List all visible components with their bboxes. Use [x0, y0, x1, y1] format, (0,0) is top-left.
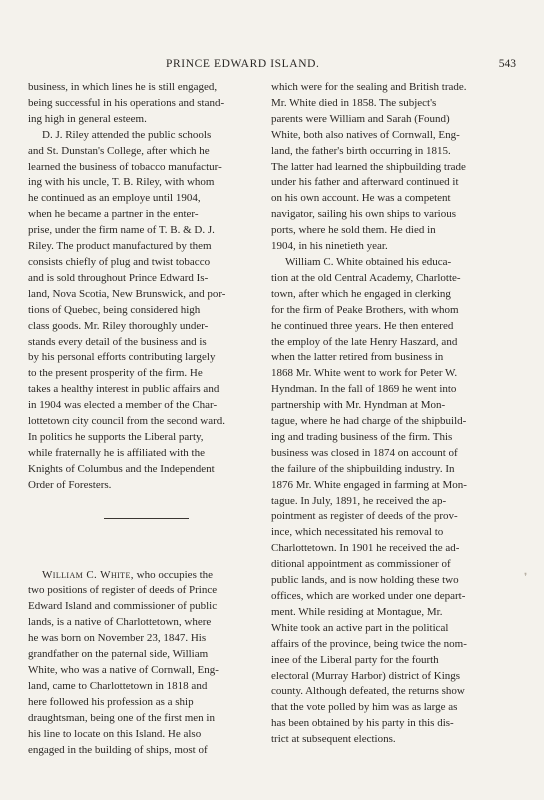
- text-line: land, the father's birth occurring in 1815.: [271, 144, 451, 157]
- text-line: parents were William and Sarah (Found): [271, 112, 450, 125]
- text-line: being successful in his operations and stand-: [28, 96, 225, 109]
- text-line: and St. Dunstan's College, after which he: [28, 144, 210, 157]
- text-line: has been obtained by his party in this dis-: [271, 717, 454, 730]
- text-line: Riley. The product manufactured by them: [28, 240, 212, 253]
- text-line: for the firm of Peake Brothers, with whom: [271, 303, 459, 316]
- paragraph-riley-business-end: [28, 80, 262, 128]
- text-line: prise, under the firm name of T. B. & D. J.: [28, 224, 215, 237]
- text-line: ment. While residing at Montague, Mr.: [271, 605, 443, 618]
- text-line: engaged in the building of ships, most of: [28, 743, 208, 756]
- text-fragment: who occupies the: [133, 568, 214, 581]
- text-line: draughtsman, being one of the first men in: [28, 711, 215, 724]
- text-line: in 1904 was elected a member of the Char-: [28, 399, 218, 412]
- text-line: partnership with Mr. Hyndman at Mon-: [271, 399, 446, 412]
- text-line: grandfather on the paternal side, William: [28, 648, 209, 661]
- text-line: Charlottetown. In 1901 he received the ad-: [271, 542, 460, 555]
- text-line: White, who was a native of Cornwall, Eng-: [28, 664, 219, 676]
- text-line: learned the business of tobacco manufactur-: [28, 160, 222, 173]
- text-line: The latter had learned the shipbuilding trade: [271, 160, 466, 173]
- text-line: under his father and afterward continued it: [271, 176, 459, 189]
- text-line: when he became a partner in the enter-: [28, 208, 199, 221]
- text-line: business was closed in 1874 on account of: [271, 446, 458, 459]
- text-line: consists chiefly of plug and twist tobacco: [28, 255, 211, 268]
- text-line: Knights of Columbus and the Independent: [28, 462, 215, 475]
- text-line: business, in which lines he is still engaged,: [28, 81, 218, 93]
- text-line: he was born on November 23, 1847. His: [28, 632, 207, 645]
- paragraph-grandfather-continued: [271, 80, 511, 255]
- text-line: trict at subsequent elections.: [271, 733, 396, 746]
- text-line: White, both also natives of Cornwall, Eng-: [271, 128, 460, 141]
- text-line: here followed his profession as a ship: [28, 695, 194, 708]
- text-line: ince, which necessitated his removal to: [271, 526, 444, 539]
- text-line: ditional appointment as commissioner of: [271, 558, 451, 571]
- text-line: class goods. Mr. Riley thoroughly under-: [28, 319, 209, 332]
- text-line: to the present prosperity of the firm. He: [28, 367, 203, 380]
- running-head-title: PRINCE EDWARD ISLAND.: [166, 58, 320, 70]
- text-line: Order of Foresters.: [28, 478, 112, 491]
- text-line: he continued as an employe until 1904,: [28, 192, 201, 205]
- text-line: Edward Island and commissioner of public: [28, 600, 218, 613]
- text-line: lands, is a native of Charlottetown, where: [28, 616, 212, 629]
- text-line: In politics he supports the Liberal party,: [28, 430, 204, 443]
- text-line: public lands, and is now holding these two: [271, 574, 459, 587]
- text-line: and is sold throughout Prince Edward Is-: [28, 271, 209, 284]
- text-line: navigator, sailing his own ships to various: [271, 208, 457, 221]
- text-line: when the latter retired from business in: [271, 351, 444, 364]
- text-line: county. Although defeated, the returns show: [271, 685, 465, 698]
- text-line: D. J. Riley attended the public schools: [42, 128, 212, 141]
- text-line: which were for the sealing and British trade.: [271, 81, 467, 93]
- text-line: pointment as register of deeds of the prov-: [271, 510, 458, 523]
- biography-lead-name: William C. White,: [42, 568, 134, 581]
- text-line: William C. White obtained his educa-: [285, 255, 452, 268]
- text-line: land, came to Charlottetown in 1818 and: [28, 679, 208, 692]
- text-line: two positions of register of deeds of Prince: [28, 584, 218, 597]
- text-line: affairs of the province, being twice the nom-: [271, 637, 467, 650]
- paragraph-william-white-intro: [28, 568, 262, 759]
- text-line: the failure of the shipbuilding industry. In: [271, 462, 455, 475]
- text-line: on his own account. He was a competent: [271, 192, 451, 205]
- text-line: ports, where he sold them. He died in: [271, 224, 436, 237]
- text-line: tague, where he had charge of the shipbuild-: [271, 415, 467, 428]
- text-line: the employ of the late Henry Haszard, and: [271, 335, 458, 348]
- text-line: tions of Quebec, being considered high: [28, 303, 201, 316]
- running-head: [0, 58, 544, 74]
- text-line: ing and trading business of the firm. This: [271, 430, 453, 443]
- text-line: electoral (Murray Harbor) district of Kings: [271, 669, 461, 682]
- text-line: 1876 Mr. White engaged in farming at Mon-: [271, 478, 467, 491]
- paragraph-dj-riley: [28, 128, 262, 494]
- text-line: inee of the Liberal party for the fourth: [271, 653, 439, 666]
- text-line: ing high in general esteem.: [28, 112, 147, 125]
- text-line: 1868 Mr. White went to work for Peter W.: [271, 367, 458, 380]
- right-column: [271, 80, 511, 748]
- text-line: town, after which he engaged in clerking: [271, 287, 451, 300]
- text-line: takes a healthy interest in public affairs and: [28, 383, 220, 396]
- text-line: his line to locate on this Island. He also: [28, 727, 202, 740]
- text-line: Mr. White died in 1858. The subject's: [271, 96, 437, 109]
- text-line: tion at the old Central Academy, Charlotte-: [271, 271, 461, 284]
- text-line: while fraternally he is affiliated with the: [28, 446, 205, 459]
- text-line: offices, which are worked under one depart-: [271, 590, 466, 602]
- text-line: tague. In July, 1891, he received the ap-: [271, 494, 447, 507]
- margin-smudge-mark: ❜: [524, 572, 528, 583]
- text-line: White took an active part in the political: [271, 621, 449, 634]
- text-line: land, Nova Scotia, New Brunswick, and por-: [28, 287, 226, 300]
- paragraph-william-white-career: [271, 255, 511, 748]
- left-column: [28, 80, 262, 758]
- text-line: stands every detail of the business and is: [28, 335, 207, 348]
- text-line: he continued three years. He then entered: [271, 319, 454, 332]
- text-line: Hyndman. In the fall of 1869 he went into: [271, 383, 457, 396]
- text-line: lottetown city council from the second ward.: [28, 415, 226, 428]
- section-gap: [28, 519, 262, 568]
- text-line-first: [28, 568, 262, 584]
- page-number: 543: [498, 58, 516, 70]
- text-line: by his personal efforts contributing largely: [28, 351, 216, 364]
- text-line: that the vote polled by him was as large as: [271, 701, 458, 714]
- text-line: ing with his uncle, T. B. Riley, with whom: [28, 176, 215, 189]
- text-line: 1904, in his ninetieth year.: [271, 240, 388, 253]
